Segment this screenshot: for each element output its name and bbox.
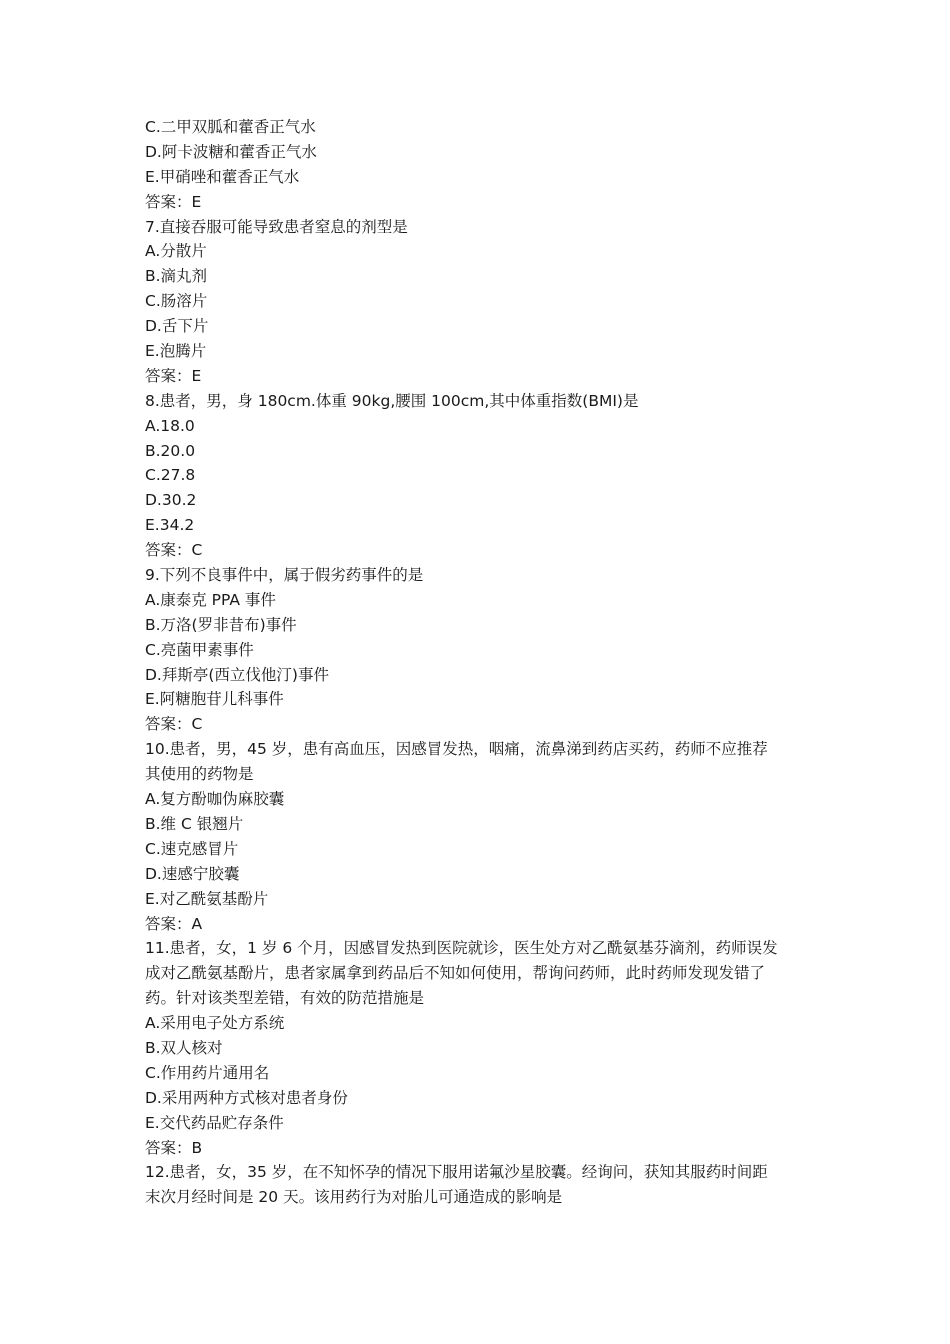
text-line: 答案：B (145, 1138, 203, 1157)
text-line: C.27.8 (145, 466, 196, 485)
text-line: 8.患者，男，身 180cm.体重 90kg,腰围 100cm,其中体重指数(BMI)是 (145, 391, 639, 410)
text-line: 10.患者，男，45 岁，患有高血压，因感冒发热，咽痛，流鼻涕到药店买药，药师不应推荐 (145, 740, 768, 759)
text-line: E.泡腾片 (145, 342, 207, 361)
text-line: 成对乙酰氨基酚片，患者家属拿到药品后不知如何使用，帮询问药师，此时药师发现发错了 (145, 964, 766, 983)
text-line: 答案：C (145, 541, 203, 560)
text-line: A.分散片 (145, 242, 207, 261)
text-line: E.对乙酰氨基酚片 (145, 889, 269, 908)
text-line: D.阿卡波糖和藿香正气水 (145, 142, 317, 161)
text-line: B.滴丸剂 (145, 267, 208, 286)
text-line: 其使用的药物是 (145, 765, 254, 784)
text-line: C.作用药片通用名 (145, 1063, 270, 1082)
text-line: 答案：A (145, 914, 203, 933)
text-line: E.阿糖胞苷儿科事件 (145, 690, 284, 709)
text-line: D.30.2 (145, 491, 197, 510)
text-line: D.采用两种方式核对患者身份 (145, 1088, 348, 1107)
text-line: A.采用电子处方系统 (145, 1014, 285, 1033)
text-line: 药。针对该类型差错，有效的防范措施是 (145, 989, 425, 1008)
text-line: B.万洛(罗非昔布)事件 (145, 615, 297, 634)
text-line: A.18.0 (145, 416, 195, 435)
text-line: A.康泰克 PPA 事件 (145, 590, 276, 609)
text-line: E.交代药品贮存条件 (145, 1113, 284, 1132)
text-line: D.舌下片 (145, 317, 209, 336)
text-line: B.20.0 (145, 441, 196, 460)
text-line: E.34.2 (145, 516, 195, 535)
text-line: D.拜斯亭(西立伐他汀)事件 (145, 665, 329, 684)
text-line: B.维 C 银翘片 (145, 814, 244, 833)
text-line: A.复方酚咖伪麻胶囊 (145, 790, 285, 809)
text-line: 答案：C (145, 715, 203, 734)
text-line: C.肠溶片 (145, 292, 208, 311)
text-line: C.二甲双胍和藿香正气水 (145, 118, 316, 136)
text-line: 答案：E (145, 366, 202, 385)
document-body (145, 115, 810, 1210)
text-line: 末次月经时间是 20 天。该用药行为对胎儿可通造成的影响是 (145, 1188, 563, 1207)
text-line: C.亮菌甲素事件 (145, 640, 254, 659)
text-line: 9.下列不良事件中，属于假劣药事件的是 (145, 566, 424, 585)
text-line: B.双人核对 (145, 1038, 223, 1057)
text-line: 答案：E (145, 192, 202, 211)
text-line: 11.患者，女，1 岁 6 个月，因感冒发热到医院就诊，医生处方对乙酰氨基芬滴剂，药师误发 (145, 939, 778, 958)
text-line: D.速感宁胶囊 (145, 864, 240, 883)
text-line: 7.直接吞服可能导致患者窒息的剂型是 (145, 217, 408, 236)
text-line: C.速克感冒片 (145, 839, 239, 858)
text-line: 12.患者，女，35 岁，在不知怀孕的情况下服用诺氟沙星胶囊。经询问，获知其服药时间距 (145, 1163, 768, 1182)
text-line: E.甲硝唑和藿香正气水 (145, 167, 300, 186)
